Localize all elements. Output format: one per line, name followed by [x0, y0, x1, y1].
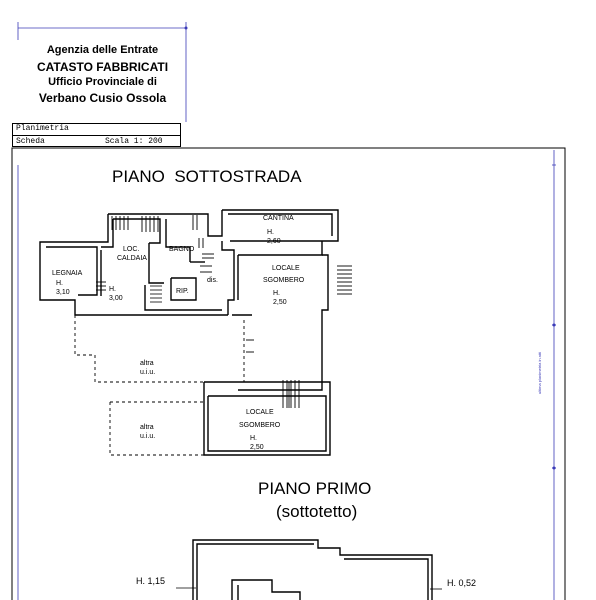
- first-floor-ticks: [176, 588, 442, 589]
- room-sgombero2-height: H. 2,50: [250, 435, 264, 451]
- room-cantina-height: H. 2,60: [267, 229, 281, 245]
- room-locale1-label: LOCALE: [272, 265, 300, 272]
- room-legnaia-label: LEGNAIA: [52, 270, 83, 277]
- room-locale2-label: LOCALE: [246, 409, 274, 416]
- first-floor-height-left: H. 1,15: [136, 576, 166, 586]
- shared-area-lines: [75, 315, 244, 455]
- room-bagno-label: BAGNO: [169, 246, 195, 253]
- catasto-title: CATASTO FABBRICATI: [36, 60, 169, 74]
- window-marks: [96, 215, 352, 408]
- room-loc-label: LOC.: [123, 246, 140, 253]
- first-floor-subtitle: (sottotetto): [276, 502, 358, 521]
- planimetria-label: Planimetria: [16, 124, 69, 133]
- room-rip-label: RIP.: [176, 288, 189, 295]
- scala-label: Scala 1: 200: [105, 137, 163, 146]
- basement-title: PIANO SOTTOSTRADA: [112, 167, 302, 186]
- first-floor-height-right: H. 0,52: [447, 578, 477, 588]
- room-sgombero1-height: H. 2,50: [273, 290, 287, 306]
- room-caldaia-height: H. 3,00: [109, 286, 123, 302]
- first-floor-walls: [193, 540, 432, 600]
- room-altra1-label: altra u.i.u.: [140, 360, 156, 376]
- scheda-label: Scheda: [16, 137, 45, 146]
- room-cantina-label: CANTINA: [263, 215, 294, 222]
- room-sgombero1-label: SGOMBERO: [263, 277, 305, 284]
- provincia-name: Verbano Cusio Ossola: [38, 91, 167, 105]
- room-dis-label: dis.: [207, 277, 218, 284]
- room-legnaia-height: H. 3,10: [56, 280, 70, 296]
- stairs: [150, 286, 162, 302]
- margin-note: ultima planimetria in atti: [537, 351, 542, 394]
- agency-name: Agenzia delle Entrate: [46, 44, 159, 56]
- room-caldaia-label: CALDAIA: [117, 255, 147, 262]
- first-floor-title: PIANO PRIMO: [258, 479, 372, 498]
- room-altra2-label: altra u.i.u.: [140, 424, 156, 440]
- ufficio-label: Ufficio Provinciale di: [48, 76, 157, 88]
- room-sgombero2-label: SGOMBERO: [239, 422, 281, 429]
